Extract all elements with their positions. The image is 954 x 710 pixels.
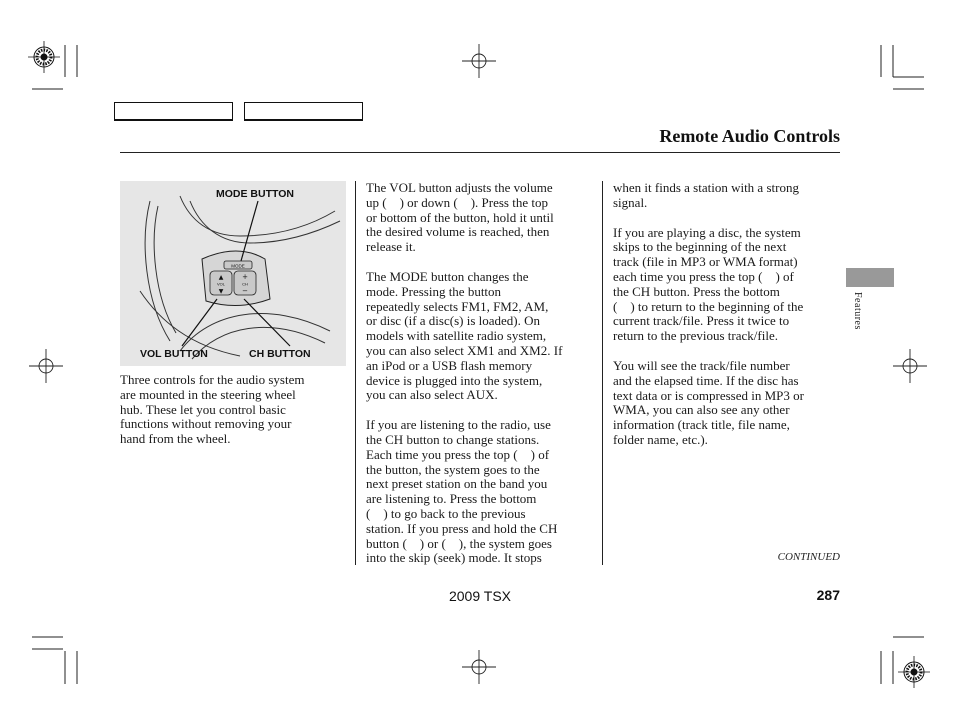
strong-signal-paragraph: when it finds a station with a strong signal. [613, 180, 799, 210]
mode-paragraph: The MODE button changes the mode. Pressing the button repeatedly selects FM1, FM2, AM, or disc (if a disc(s) is loaded). On models with satellite radio system, you can also select XM1 and XM2. If an iPod or a USB flash memory device is plugged into the system, you can also select AUX. [366, 268, 563, 403]
svg-text:MODE: MODE [231, 263, 245, 269]
column-1 [120, 373, 348, 462]
registration-target-icon [898, 656, 930, 688]
column-3 [613, 181, 843, 463]
ch-button-label: CH BUTTON [249, 348, 311, 360]
column-2 [366, 181, 596, 581]
svg-text:▼: ▼ [218, 288, 224, 295]
section-tab-label: Features [852, 292, 863, 330]
registration-target-icon [28, 41, 60, 73]
intro-paragraph: Three controls for the audio system are mounted in the steering wheel hub. These let you control basic functions without removing your hand from the wheel. [120, 372, 305, 447]
vol-paragraph: The VOL button adjusts the volume up ( ) or down ( ). Press the top or bottom of the button, hold it until the desired volume is reached, then release it. [366, 180, 554, 255]
page-number: 287 [816, 587, 840, 603]
ch-radio-paragraph: If you are listening to the radio, use the CH button to change stations. Each time you press the top ( ) of the button, the system goes to the next preset station on the band you are listening to. Press the bottom ( ) to go back to the previous station. If you press and hold the CH button ( ) or ( ), the system goes into the skip (seek) mode. It stops [366, 417, 558, 566]
footer-model: 2009 TSX [448, 588, 511, 604]
svg-text:CH: CH [242, 281, 248, 287]
steering-wheel-illustration [120, 181, 346, 366]
mode-button-label: MODE BUTTON [216, 188, 294, 200]
header-box-right [244, 102, 363, 120]
page-title: Remote Audio Controls [659, 126, 840, 146]
audio-switch-panel [202, 251, 270, 306]
header-box-left [114, 102, 233, 120]
column-divider-2 [602, 181, 603, 565]
section-tab [846, 268, 894, 287]
vol-button-label: VOL BUTTON [140, 348, 208, 360]
column-divider-1 [355, 181, 356, 565]
svg-text:▲: ▲ [218, 274, 224, 281]
svg-text:−: − [242, 287, 248, 295]
svg-text:+: + [242, 273, 248, 281]
steering-wheel-figure [120, 181, 346, 366]
svg-text:VOL: VOL [216, 281, 226, 287]
continued-label: CONTINUED [777, 551, 840, 563]
title-rule [120, 152, 840, 153]
track-info-paragraph: You will see the track/file number and the elapsed time. If the disc has text data or is compressed in MP3 or WMA, you can also see any other information (track title, file name, folder name, etc.). [613, 357, 804, 447]
disc-paragraph: If you are playing a disc, the system skips to the beginning of the next track (file in MP3 or WMA format) each time you press the top ( ) of the CH button. Press the bottom ( ) to return to the beginning of the current track/file. Press it twice to return to the previous track/file. [613, 224, 804, 344]
